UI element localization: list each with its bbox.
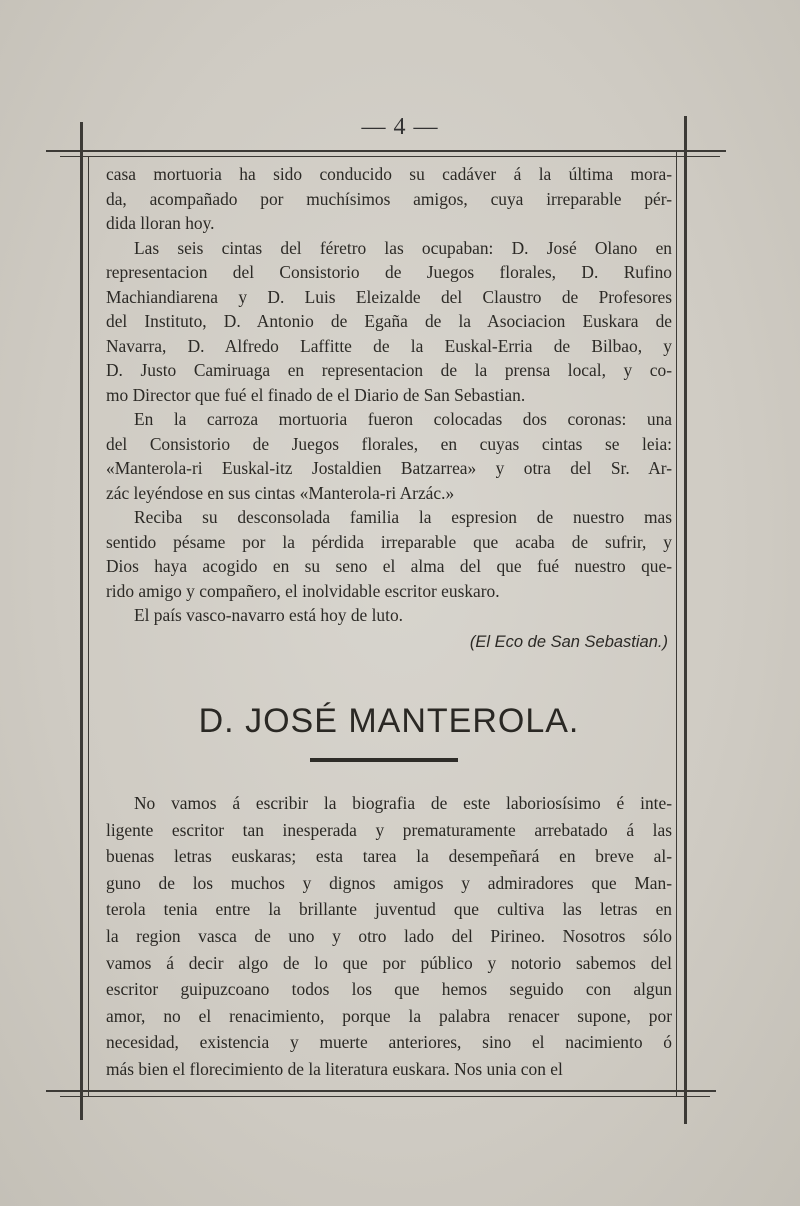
left-border-rule-inner <box>88 156 89 1096</box>
text-line: Reciba su desconsolada familia la espresion de nuestro mas <box>134 507 672 527</box>
top-border-rule <box>46 150 726 152</box>
right-border-rule-inner <box>676 150 677 1096</box>
text-line: casa mortuoria ha sido conducido su cadáver á la última mora- <box>106 164 672 184</box>
text-line: vamos á decir algo de lo que por público y notorio sabemos del <box>106 952 672 973</box>
text-line: Las seis cintas del féretro las ocupaban: D. José Olano en <box>134 237 672 258</box>
article-obituary-text <box>106 162 672 654</box>
text-line: más bien el florecimiento de la literatura euskara. Nos unia con el <box>106 1058 563 1079</box>
text-line: ligente escritor tan inesperada y prematuramente arrebatado á las <box>106 819 672 840</box>
text-line: El país vasco-navarro está hoy de luto. <box>134 605 403 625</box>
source-signature: (El Eco de San Sebastian.) <box>469 632 668 651</box>
article-manterola-text <box>106 790 672 1083</box>
text-line: guno de los muchos y dignos amigos y admiradores que Man- <box>106 872 672 893</box>
right-border-rule <box>684 116 687 1124</box>
paragraph <box>106 162 672 236</box>
text-line: del Consistorio de Juegos florales, en cuyas cintas se leia: <box>106 433 672 454</box>
heading-underline <box>310 758 458 762</box>
text-line: la region vasca de uno y otro lado del Pirineo. Nosotros sólo <box>106 925 672 946</box>
text-line: del Instituto, D. Antonio de Egaña de la Asociacion Euskara de <box>106 311 672 331</box>
paragraph <box>106 236 672 408</box>
text-line: terola tenia entre la brillante juventud que cultiva las letras en <box>106 899 672 920</box>
paragraph <box>106 407 672 505</box>
text-line: escritor guipuzcoano todos los que hemos seguido con algun <box>106 979 672 1000</box>
text-line: da, acompañado por muchísimos amigos, cuya irreparable pér- <box>106 188 672 209</box>
text-line: D. Justo Camiruaga en representacion de la prensa local, y co- <box>106 360 672 380</box>
text-line: zác leyéndose en sus cintas «Manterola-ri Arzác.» <box>106 482 455 503</box>
text-line: No vamos á escribir la biografia de este laboriosísimo é inte- <box>134 793 672 813</box>
paragraph <box>106 505 672 603</box>
paragraph <box>106 603 672 628</box>
article-heading: D. JOSÉ MANTEROLA. <box>198 702 580 740</box>
text-line: rido amigo y compañero, el inolvidable escritor euskaro. <box>106 580 500 601</box>
text-line: Dios haya acogido en su seno el alma del que fué nuestro que- <box>106 556 672 576</box>
text-line: mo Director que fué el finado de el Diario de San Sebastian. <box>106 384 526 405</box>
text-line: Navarra, D. Alfredo Laffitte de la Euskal-Erria de Bilbao, y <box>106 335 672 356</box>
text-line: Machiandiarena y D. Luis Eleizalde del Claustro de Profesores <box>106 286 672 307</box>
top-border-rule-inner <box>60 156 720 157</box>
text-line: amor, no el renacimiento, porque la palabra renacer supone, por <box>106 1005 672 1026</box>
bottom-border-rule <box>46 1090 716 1092</box>
text-line: buenas letras euskaras; esta tarea la desempeñará en breve al- <box>106 846 672 867</box>
bottom-border-rule-inner <box>60 1096 710 1097</box>
page-number: — 4 — <box>361 114 439 140</box>
text-line: En la carroza mortuoria fueron colocadas dos coronas: una <box>134 409 672 429</box>
text-line: necesidad, existencia y muerte anteriores, sino el nacimiento ó <box>106 1032 672 1053</box>
left-border-rule <box>80 122 83 1120</box>
text-line: sentido pésame por la pérdida irreparable que acaba de sufrir, y <box>106 531 672 552</box>
paragraph <box>106 790 672 1083</box>
text-line: dida lloran hoy. <box>106 213 215 233</box>
text-line: «Manterola-ri Euskal-itz Jostaldien Batzarrea» y otra del Sr. Ar- <box>106 458 672 478</box>
text-line: representacion del Consistorio de Juegos florales, D. Rufino <box>106 262 672 282</box>
